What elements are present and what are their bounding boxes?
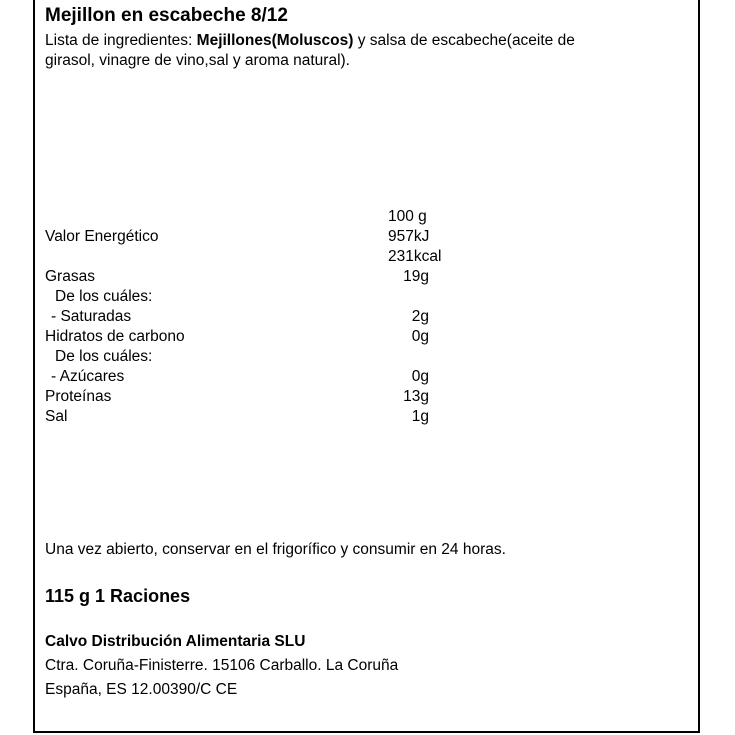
ingredients-prefix: Lista de ingredientes:: [45, 32, 197, 49]
ingredients-rest: y salsa de escabeche(aceite de: [353, 32, 575, 49]
company-address-line-1: Ctra. Coruña-Finisterre. 15106 Carballo. La Coruña: [45, 657, 399, 674]
storage-instructions: Una vez abierto, conservar en el frigorífico y consumir en 24 horas.: [45, 541, 506, 558]
ingredients-line-1: [45, 31, 575, 51]
nutrition-row-label: De los cuáles:: [55, 288, 153, 305]
nutrition-row-label: Hidratos de carbono: [45, 328, 185, 345]
nutrition-row-label: Proteínas: [45, 388, 112, 405]
nutrition-row-label: De los cuáles:: [55, 348, 153, 365]
nutrition-row-value: 19g: [403, 268, 429, 285]
portion-info: 115 g 1 Raciones: [45, 586, 191, 606]
company-name: Calvo Distribución Alimentaria SLU: [45, 633, 306, 650]
nutrition-row-value: 1g: [411, 408, 429, 425]
nutrition-row-value: 0g: [411, 328, 429, 345]
energy-kj: 957kJ: [388, 228, 430, 245]
ingredients-line-2: girasol, vinagre de vino,sal y aroma natural).: [45, 52, 350, 69]
nutrition-row-value: 13g: [403, 388, 429, 405]
nutrition-row-label: Sal: [45, 408, 68, 425]
product-title: Mejillon en escabeche 8/12: [45, 5, 288, 26]
nutrition-row-label: - Azúcares: [51, 368, 125, 385]
nutrition-row-value: 0g: [411, 368, 429, 385]
energy-label: Valor Energético: [45, 228, 159, 245]
energy-kcal: 231kcal: [388, 248, 442, 265]
company-address-line-2: España, ES 12.00390/C CE: [45, 681, 238, 698]
nutrition-row-label: Grasas: [45, 268, 95, 285]
nutrition-row-value: 2g: [411, 308, 429, 325]
nutrition-row-label: - Saturadas: [51, 308, 132, 325]
nutrition-header: 100 g: [388, 208, 427, 225]
ingredients-allergen: Mejillones(Moluscos): [196, 32, 354, 49]
